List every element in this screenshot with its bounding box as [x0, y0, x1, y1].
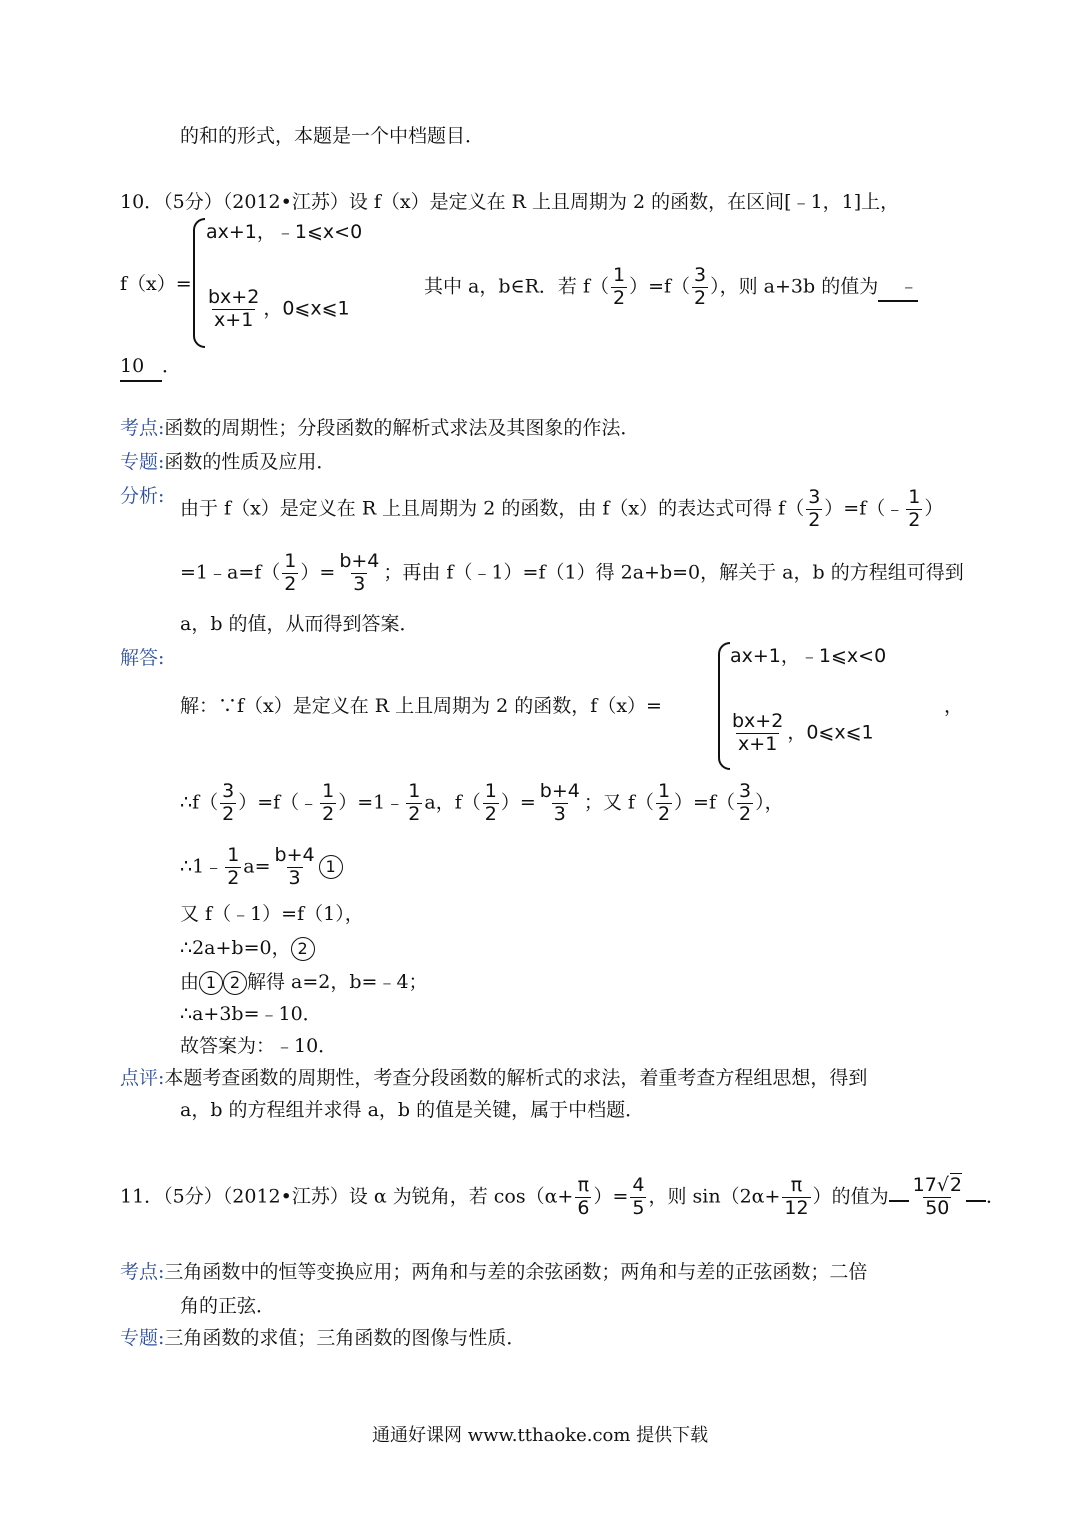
footer: 通通好课网 www.tthaoke.com 提供下载: [372, 1425, 709, 1446]
q10-answer-blank-2: 10: [120, 352, 162, 382]
a11-kaodian-1: 考点:三角函数中的恒等变换应用；两角和与差的余弦函数；两角和与差的正弦函数；二倍: [120, 1261, 868, 1283]
q10-answer-line2: 10 ．: [120, 352, 181, 382]
a10-jie-line6: 由 1 2 解得 a=2，b=﹣4；: [180, 971, 428, 993]
circled-2: 2: [291, 937, 315, 961]
q10-answer-blank-1: ﹣: [878, 272, 918, 302]
a10-jie-line8: 故答案为：﹣10．: [180, 1035, 338, 1057]
a10-jie-line7: ∴a+3b=﹣10．: [180, 1003, 322, 1025]
a11-zhuanti: 专题:三角函数的求值；三角函数的图像与性质．: [120, 1327, 526, 1349]
q10-fx-label: f（x）=: [120, 273, 192, 295]
a10-jie-line2: ∴f（ $\frac{3}{2}$ ）=f（﹣ $\frac{1}{2}$ ）=1﹣ $\frac{1}{2}$ a，f（ $\frac{1}{2}$ ）= $\frac{b+4}{3}$ ；又 f（ $\frac{1}{2}$ ）=f（ $\frac{3}{2}$ ），: [180, 780, 784, 825]
a10-kaodian: 考点:函数的周期性；分段函数的解析式求法及其图象的作法．: [120, 417, 640, 439]
a11-kaodian-2: 角的正弦．: [180, 1295, 276, 1317]
a10-jie-line1-comma: ，: [944, 695, 964, 717]
a10-fenxi-line2: =1﹣a=f（ $\frac{1}{2}$ ）= $\frac{b+4}{3}$ ；再由 f（﹣1）=f（1）得 2a+b=0，解关于 a，b 的方程组可得到: [180, 550, 964, 595]
q10-case2: $\frac{bx+2}{x+1}$ ，0⩽x⩽1: [208, 286, 350, 331]
a10-dianping-1: 点评:本题考查函数的周期性，考查分段函数的解析式的求法，着重考查方程组思想，得到: [120, 1067, 868, 1089]
zhuanti-label: 专题:: [120, 451, 165, 473]
a10-fenxi-line3: a，b 的值，从而得到答案．: [180, 613, 419, 635]
q11-stem: 11．（5分）（2012•江苏）设 α 为锐角，若 cos（α+ $\frac{\pi}{6}$ ）= $\frac{4}{5}$ ，则 sin（2α+ $\frac{\pi}{12}$ ）的值为 $\frac{17√2}{50}$ ．: [120, 1174, 1006, 1219]
prev-solution-tail: 的和的形式，本题是一个中档题目．: [180, 125, 485, 147]
dianping-label: 点评:: [120, 1067, 165, 1089]
a10-jie-line1: 解：∵f（x）是定义在 R 上且周期为 2 的函数，f（x）=: [180, 695, 662, 717]
a10-fenxi-label: 分析:: [120, 485, 165, 507]
a10-fenxi-line1: 由于 f（x）是定义在 R 上且周期为 2 的函数，由 f（x）的表达式可得 f（ $\frac{3}{2}$ ）=f（﹣ $\frac{1}{2}$ ）: [180, 486, 944, 531]
q10-condition: 其中 a，b∈R．若 f（ $\frac{1}{2}$ ）=f（ $\frac{3}{2}$ ），则 a+3b 的值为 ﹣: [424, 264, 919, 309]
q10-case2-fraction: $\frac{bx+2}{x+1}$: [208, 286, 260, 331]
q11-answer: $\frac{17√2}{50}$: [912, 1174, 963, 1219]
q10-stem: 10．（5分）（2012•江苏）设 f（x）是定义在 R 上且周期为 2 的函数，在区间[﹣1，1]上，: [120, 191, 900, 213]
a10-case2: $\frac{bx+2}{x+1}$ ，0⩽x⩽1: [732, 710, 874, 755]
a10-case1: ax+1，﹣1⩽x<0: [730, 645, 887, 667]
a10-jieda-label: 解答:: [120, 647, 165, 669]
kaodian-label: 考点:: [120, 417, 165, 439]
a10-jie-line4: 又 f（﹣1）=f（1），: [180, 903, 364, 925]
q10-case1: ax+1，﹣1⩽x<0: [206, 221, 363, 243]
circled-1: 1: [319, 855, 343, 879]
a10-jie-line5: ∴2a+b=0， 2: [180, 934, 315, 962]
a10-dianping-2: a，b 的方程组并求得 a，b 的值是关键，属于中档题．: [180, 1099, 645, 1121]
a10-zhuanti: 专题:函数的性质及应用．: [120, 451, 336, 473]
a10-jie-line3: ∴1﹣ $\frac{1}{2}$ a= $\frac{b+4}{3}$ 1: [180, 846, 343, 889]
